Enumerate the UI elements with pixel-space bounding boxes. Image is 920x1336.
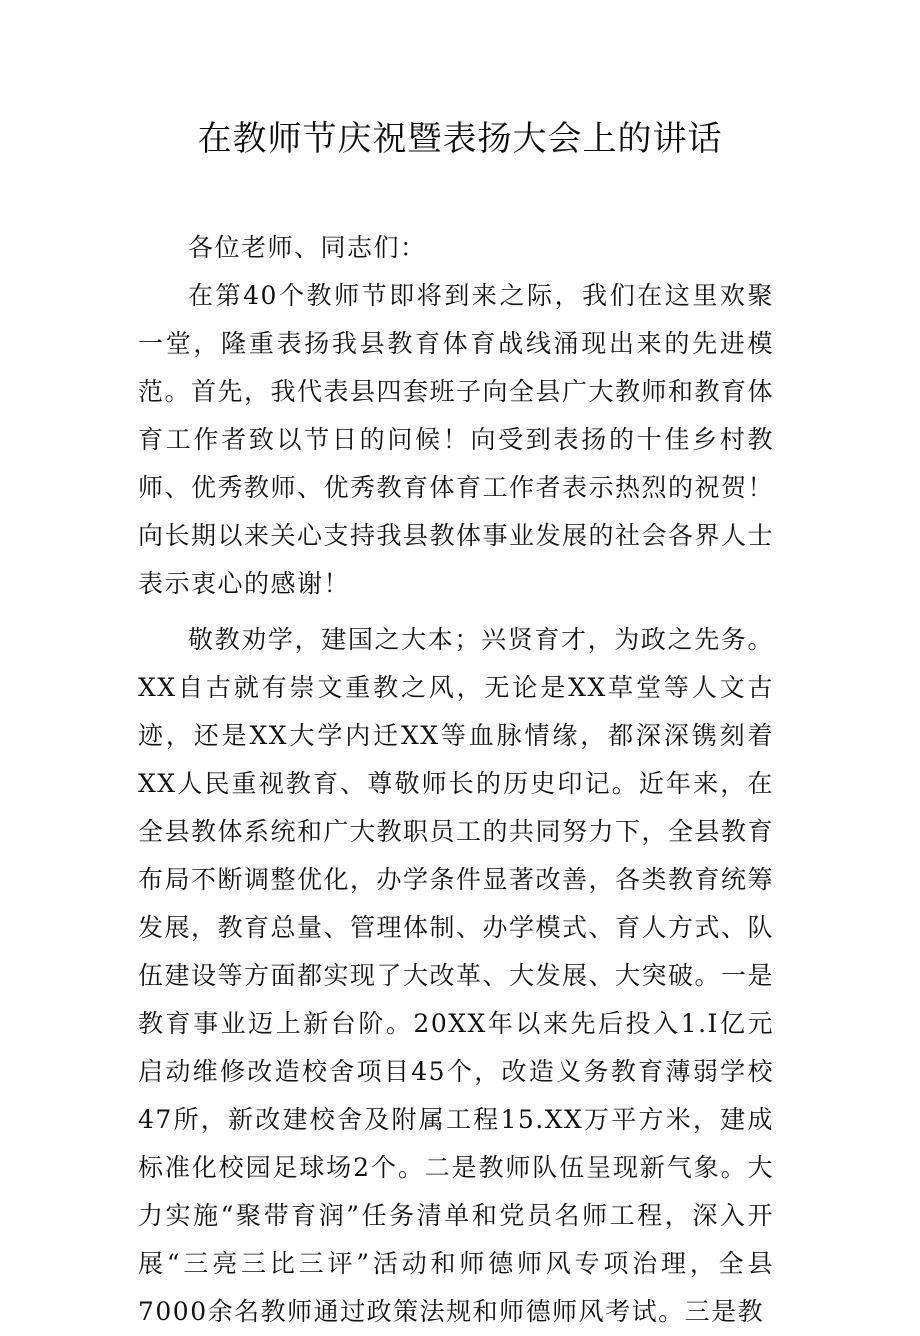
paragraph-1: 在第40个教师节即将到来之际，我们在这里欢聚一堂，隆重表扬我县教育体育战线涌现出来的先进模范。首先，我代表县四套班子向全县广大教师和教育体育工作者致以节日的问候！向受到表扬的十佳乡村教师、优秀教师、优秀教育体育工作者表示热烈的祝贺！向长期以来关心支持我县教体事业发展的社会各界人士表示衷心的感谢！ <box>138 281 775 598</box>
salutation: 各位老师、同志们： <box>188 233 427 262</box>
paragraph-2: 敬教劝学，建国之大本；兴贤育才，为政之先务。XX自古就有崇文重教之风，无论是XX草堂等人文古迹，还是XX大学内迁XX等血脉情缘，都深深镌刻着XX人民重视教育、尊敬师长的历史印记。近年来，在全县教体系统和广大教职员工的共同努力下，全县教育布局不断调整优化，办学条件显著改善，各类教育统筹发展，教育总量、管理体制、办学模式、育人方式、队伍建设等方面都实现了大改革、大发展、大突破。一是教育事业迈上新台阶。20XX年以来先后投入1.I亿元启动维修改造校舍项目45个，改造义务教育薄弱学校47所，新改建校舍及附属工程15.XX万平方米，建成标准化校园足球场2个。二是教师队伍呈现新气象。大力实施“聚带育润”任务清单和党员名师工程，深入开展“三亮三比三评”活动和师德师风专项治理，全县7000余名教师通过政策法规和师德师风考试。三是教 <box>138 625 775 1326</box>
document-title: 在教师节庆祝暨表扬大会上的讲话 <box>197 119 723 159</box>
document-body <box>138 224 774 1336</box>
